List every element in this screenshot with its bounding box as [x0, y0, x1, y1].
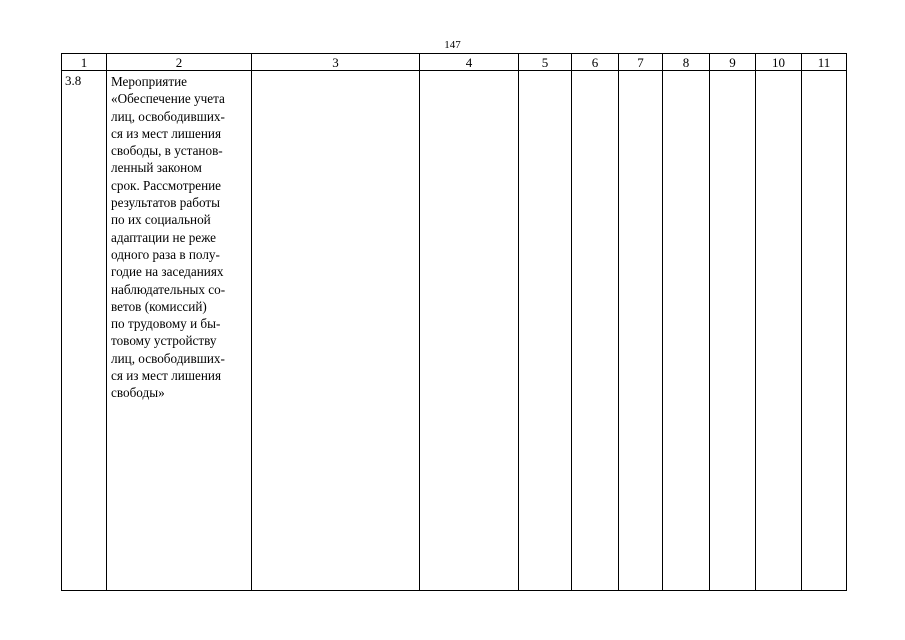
description-line: результатов работы: [111, 195, 220, 211]
description-line: ся из мест лишения: [111, 368, 222, 384]
empty-cell-col-7: [619, 71, 663, 591]
column-header-10: 10: [756, 54, 802, 71]
empty-cell-col-5: [519, 71, 572, 591]
description-line: по трудовому и бы-: [111, 316, 221, 332]
column-header-8: 8: [663, 54, 710, 71]
column-header-7: 7: [619, 54, 663, 71]
measure-description-cell: [107, 71, 252, 591]
description-line: товому устройству: [111, 333, 217, 349]
column-header-4: 4: [420, 54, 519, 71]
description-line: свободы, в установ-: [111, 143, 223, 159]
empty-cell-col-8: [663, 71, 710, 591]
description-line: одного раза в полу-: [111, 246, 220, 262]
description-line: срок. Рассмотрение: [111, 177, 222, 193]
empty-cell-col-6: [572, 71, 619, 591]
page-number: 147: [444, 39, 461, 51]
row-number-cell: 3.8: [62, 71, 107, 591]
column-header-2: 2: [107, 54, 252, 71]
description-line: «Обеспечение учета: [111, 91, 225, 107]
column-header-1: 1: [62, 54, 107, 71]
description-line: наблюдательных со-: [111, 281, 226, 297]
column-header-5: 5: [519, 54, 572, 71]
description-line: лиц, освободивших-: [111, 108, 225, 124]
description-line: адаптации не реже: [111, 229, 216, 245]
empty-cell-col-4: [420, 71, 519, 591]
column-header-9: 9: [710, 54, 756, 71]
description-line: ветов (комиссий): [111, 298, 207, 314]
description-line: свободы»: [111, 385, 165, 401]
empty-cell-col-11: [802, 71, 847, 591]
empty-cell-col-3: [252, 71, 420, 591]
table-row: [62, 71, 847, 591]
description-line: годие на заседаниях: [111, 264, 224, 280]
column-header-6: 6: [572, 54, 619, 71]
description-line: по их социальной: [111, 212, 211, 228]
measures-table: [61, 53, 847, 591]
empty-cell-col-10: [756, 71, 802, 591]
description-line: ленный законом: [111, 160, 202, 176]
description-line: ся из мест лишения: [111, 125, 222, 141]
empty-cell-col-9: [710, 71, 756, 591]
column-header-11: 11: [802, 54, 847, 71]
column-number-row: [62, 54, 847, 71]
column-header-3: 3: [252, 54, 420, 71]
description-line: лиц, освободивших-: [111, 350, 225, 366]
description-line: Мероприятие: [111, 74, 188, 89]
